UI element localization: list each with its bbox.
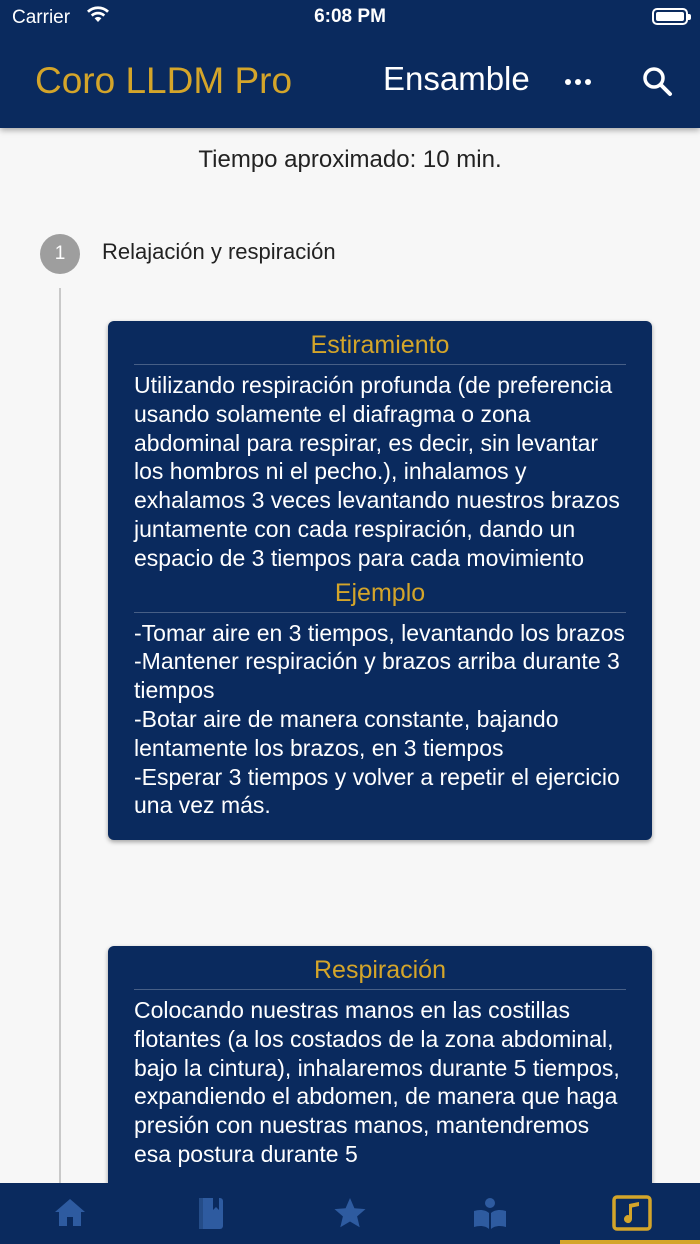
example-body: -Tomar aire en 3 tiempos, levantando los brazos -Mantener respiración y brazos arriba durante 3 tiempos -Botar aire de manera constante, bajando lentamente los brazos, en 3 tiempos -Esperar 3 tiempos y volver a repetir el ejercicio una vez más. — [134, 619, 625, 819]
clock: 6:08 PM — [314, 6, 386, 27]
section-title: Ensamble — [383, 60, 530, 97]
tab-home[interactable] — [0, 1183, 140, 1244]
navigation-bar — [0, 0, 700, 128]
battery-icon — [652, 8, 688, 25]
more-dot-icon — [585, 79, 591, 85]
tab-learning[interactable] — [420, 1183, 560, 1244]
exercise-card-stretching — [108, 321, 652, 840]
more-dot-icon — [565, 79, 571, 85]
more-dot-icon — [575, 79, 581, 85]
star-icon — [332, 1195, 368, 1231]
book-icon — [192, 1195, 228, 1231]
card-heading: Respiración — [134, 956, 626, 990]
home-icon — [52, 1195, 88, 1231]
tab-favorites[interactable] — [280, 1183, 420, 1244]
search-button[interactable] — [640, 64, 676, 100]
status-bar — [0, 0, 700, 36]
exercise-card-breathing — [108, 946, 652, 1183]
approximate-time: Tiempo aproximado: 10 min. — [198, 146, 502, 173]
tab-bar — [0, 1183, 700, 1244]
card-body: Utilizando respiración profunda (de preferencia usando solamente el diafragma o zona abdominal para respirar, es decir, sin levantar los hombros ni el pecho.), inhalamos y exhalamos 3 veces levantando nuestros brazos juntamente con cada respiración, dando un espacio de 3 tiempos para cada movimiento — [134, 372, 620, 571]
music-note-icon — [612, 1195, 652, 1231]
card-heading: Estiramiento — [134, 331, 626, 365]
step-connector-line — [59, 288, 61, 1183]
tab-songbook[interactable] — [140, 1183, 280, 1244]
carrier-label: Carrier — [12, 7, 71, 28]
search-icon — [640, 64, 676, 100]
example-heading: Ejemplo — [134, 579, 626, 613]
more-options-button[interactable] — [560, 66, 596, 96]
tab-ensemble[interactable] — [560, 1183, 700, 1244]
exercise-content[interactable] — [0, 128, 700, 1183]
step-title: Relajación y respiración — [102, 239, 336, 264]
card-body: Colocando nuestras manos en las costillas flotantes (a los costados de la zona abdominal, bajo la cintura), inhalaremos durante 5 tiempos, expandiendo el abdomen, de manera que haga presión con nuestras manos, mantendremos esa postura durante 5 — [134, 997, 620, 1167]
app-title: Coro LLDM Pro — [35, 60, 293, 101]
reader-icon — [472, 1195, 508, 1231]
step-number-badge: 1 — [40, 234, 80, 274]
